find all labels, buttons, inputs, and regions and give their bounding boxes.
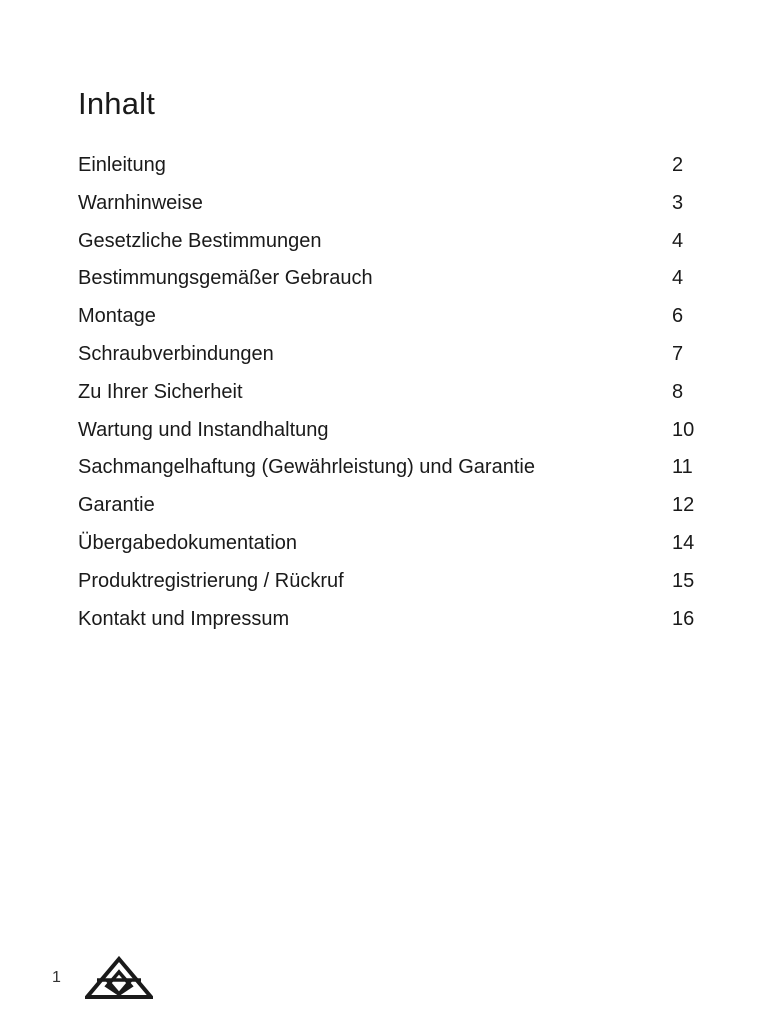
- toc-entry-page-number: 4: [672, 267, 684, 290]
- toc-entry-label: Einleitung: [78, 154, 166, 176]
- toc-entry-page-number: 2: [672, 154, 684, 176]
- toc-entry-uebergabedokumentation[interactable]: [78, 525, 698, 563]
- table-of-contents: [78, 147, 698, 638]
- toc-entry-page-number: 14: [672, 531, 695, 554]
- toc-entry-page-number: 15: [672, 569, 695, 592]
- toc-entry-label: Produktregistrierung / Rückruf: [78, 569, 344, 592]
- toc-entry-gesetzliche-bestimmungen[interactable]: [78, 223, 698, 261]
- toc-entry-einleitung[interactable]: [78, 147, 698, 185]
- toc-entry-label: Montage: [78, 305, 156, 328]
- mountain-triangle-logo-icon: [85, 956, 153, 1000]
- toc-entry-sachmangelhaftung[interactable]: [78, 449, 698, 487]
- toc-entry-label: Garantie: [78, 494, 155, 517]
- toc-entry-wartung-und-instandhaltung[interactable]: [78, 412, 698, 450]
- toc-entry-page-number: 3: [672, 191, 684, 214]
- toc-entry-label: Gesetzliche Bestimmungen: [78, 229, 322, 252]
- toc-entry-garantie[interactable]: [78, 487, 698, 525]
- toc-entry-label: Wartung und Instandhaltung: [78, 418, 329, 441]
- toc-entry-label: Sachmangelhaftung (Gewährleistung) und Garantie: [78, 456, 535, 479]
- toc-entry-bestimmungsgemaesser-gebrauch[interactable]: [78, 260, 698, 298]
- toc-entry-page-number: 7: [672, 342, 684, 365]
- footer-page-number: 1: [52, 969, 61, 986]
- toc-entry-page-number: 4: [672, 229, 684, 252]
- toc-entry-label: Schraubverbindungen: [78, 342, 274, 365]
- toc-entry-kontakt-und-impressum[interactable]: [78, 601, 698, 639]
- toc-entry-label: Warnhinweise: [78, 191, 203, 214]
- toc-entry-page-number: 8: [672, 380, 684, 403]
- toc-entry-schraubverbindungen[interactable]: [78, 336, 698, 374]
- toc-entry-page-number: 16: [672, 607, 695, 630]
- toc-entry-page-number: 6: [672, 305, 684, 328]
- toc-entry-montage[interactable]: [78, 298, 698, 336]
- page-title: Inhalt: [78, 86, 156, 121]
- toc-entry-label: Übergabedokumentation: [78, 531, 298, 554]
- toc-entry-label: Bestimmungsgemäßer Gebrauch: [78, 267, 373, 290]
- toc-entry-label: Zu Ihrer Sicherheit: [78, 380, 243, 403]
- toc-entry-label: Kontakt und Impressum: [78, 607, 290, 630]
- toc-entry-page-number: 12: [672, 494, 695, 517]
- toc-entry-produktregistrierung[interactable]: [78, 563, 698, 601]
- toc-entry-page-number: 10: [672, 418, 695, 441]
- toc-entry-warnhinweise[interactable]: [78, 185, 698, 223]
- toc-entry-zu-ihrer-sicherheit[interactable]: [78, 374, 698, 412]
- toc-entry-page-number: 11: [672, 456, 693, 479]
